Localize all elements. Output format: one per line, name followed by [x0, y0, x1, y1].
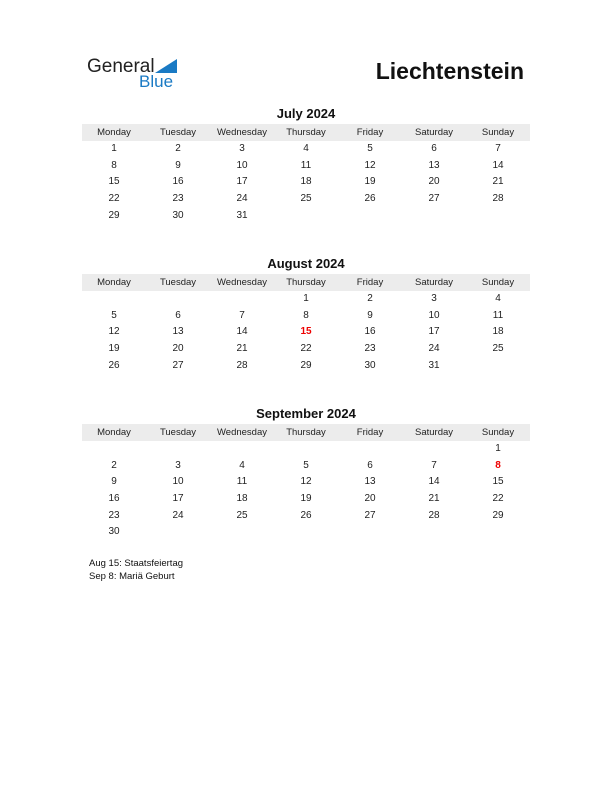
week-row [82, 191, 530, 208]
day-cell: 19 [364, 176, 376, 188]
day-cell: 1 [111, 143, 117, 154]
day-cell [466, 358, 530, 375]
month-title: August 2024 [267, 256, 345, 271]
weekday-label: Thursday [286, 427, 326, 438]
weekday-label: Saturday [414, 127, 454, 138]
weekday-label: Friday [356, 127, 384, 138]
day-cell: 22 [492, 493, 504, 505]
day-cell [146, 524, 210, 541]
day-cell: 21 [428, 493, 440, 505]
day-cell: 24 [236, 193, 248, 205]
day-cell: 10 [236, 159, 248, 171]
day-cell: 24 [172, 509, 184, 521]
day-cell: 3 [431, 293, 437, 304]
day-cell: 16 [172, 176, 184, 188]
day-cell: 29 [492, 509, 504, 521]
day-cell [466, 208, 530, 225]
day-cell: 31 [236, 209, 248, 221]
week-row [82, 524, 530, 541]
weekday-label: Tuesday [159, 427, 197, 438]
day-cell [274, 208, 338, 225]
week-row [82, 174, 530, 191]
day-cell: 15 [108, 176, 120, 188]
day-cell: 17 [428, 326, 440, 338]
weekday-label: Sunday [481, 127, 515, 138]
day-cell: 6 [431, 143, 437, 154]
holiday-day-cell: 15 [300, 326, 312, 338]
week-row [82, 508, 530, 525]
weekday-label: Tuesday [159, 277, 197, 288]
day-cell: 5 [303, 459, 309, 471]
day-cell: 1 [303, 293, 309, 304]
weekday-label: Monday [97, 127, 131, 138]
day-cell: 4 [303, 143, 309, 154]
day-cell: 8 [303, 309, 309, 321]
weekday-label: Saturday [414, 427, 454, 438]
day-cell: 28 [492, 193, 504, 205]
day-cell: 29 [300, 359, 312, 371]
day-cell [210, 291, 274, 308]
day-cell: 27 [172, 359, 184, 371]
day-cell: 16 [364, 326, 376, 338]
day-cell: 1 [495, 443, 501, 454]
day-cell: 10 [172, 476, 184, 488]
day-cell: 19 [300, 493, 312, 505]
day-cell: 26 [364, 193, 376, 205]
week-row [82, 491, 530, 508]
holiday-day-cell: 8 [495, 459, 501, 471]
day-cell: 7 [495, 143, 501, 154]
day-cell: 22 [300, 343, 312, 355]
day-cell [402, 524, 466, 541]
day-cell: 12 [300, 476, 312, 488]
weekday-label: Wednesday [217, 127, 267, 138]
weekday-label: Monday [97, 427, 131, 438]
weekday-label: Wednesday [217, 427, 267, 438]
day-cell: 20 [172, 343, 184, 355]
day-cell: 16 [108, 493, 120, 505]
day-cell: 28 [428, 509, 440, 521]
day-cell [402, 441, 466, 458]
holiday-note: Aug 15: Staatsfeiertag [89, 558, 184, 569]
day-cell [338, 441, 402, 458]
day-cell: 9 [367, 309, 373, 321]
weekday-label: Thursday [286, 127, 326, 138]
day-cell: 24 [428, 343, 440, 355]
day-cell: 19 [108, 343, 120, 355]
week-row [82, 358, 530, 375]
day-cell: 14 [492, 159, 504, 171]
day-cell [210, 441, 274, 458]
day-cell: 7 [431, 459, 437, 471]
weekday-label: Sunday [481, 277, 515, 288]
day-cell: 26 [108, 359, 120, 371]
day-cell: 20 [428, 176, 440, 188]
day-cell: 30 [108, 526, 120, 538]
logo-word-blue: Blue [139, 72, 174, 91]
month-title: July 2024 [276, 106, 336, 121]
day-cell: 5 [111, 309, 117, 321]
day-cell: 9 [111, 476, 117, 488]
day-cell: 25 [492, 343, 504, 355]
generalblue-logo [87, 56, 187, 92]
day-cell: 21 [236, 343, 248, 355]
day-cell: 4 [239, 459, 245, 471]
day-cell: 15 [492, 476, 504, 488]
day-cell: 17 [236, 176, 248, 188]
day-cell [466, 524, 530, 541]
day-cell [274, 524, 338, 541]
week-row [82, 208, 530, 225]
week-row [82, 441, 530, 458]
day-cell: 2 [111, 459, 117, 471]
day-cell [146, 291, 210, 308]
day-cell: 11 [492, 309, 504, 321]
day-cell: 29 [108, 209, 120, 221]
day-cell [274, 441, 338, 458]
day-cell: 27 [364, 509, 376, 521]
day-cell: 12 [108, 326, 120, 338]
day-cell: 14 [236, 326, 248, 338]
day-cell: 7 [239, 309, 245, 321]
weekday-label: Thursday [286, 277, 326, 288]
day-cell: 14 [428, 476, 440, 488]
day-cell: 31 [428, 359, 440, 371]
day-cell: 25 [236, 509, 248, 521]
week-row [82, 324, 530, 341]
day-cell: 27 [428, 193, 440, 205]
day-cell: 25 [300, 193, 312, 205]
day-cell: 12 [364, 159, 376, 171]
month-title: September 2024 [256, 406, 356, 421]
day-cell [82, 291, 146, 308]
day-cell: 13 [364, 476, 376, 488]
day-cell: 18 [492, 326, 504, 338]
week-row [82, 458, 530, 475]
day-cell: 18 [236, 493, 248, 505]
day-cell: 3 [175, 459, 181, 471]
week-row [82, 141, 530, 158]
day-cell: 10 [428, 309, 440, 321]
day-cell: 9 [175, 159, 181, 171]
day-cell: 23 [364, 343, 376, 355]
day-cell: 2 [175, 143, 181, 154]
month-july [82, 105, 530, 224]
weekday-label: Friday [356, 277, 384, 288]
week-row [82, 308, 530, 325]
weekday-label: Monday [97, 277, 131, 288]
day-cell [210, 524, 274, 541]
day-cell [338, 524, 402, 541]
day-cell: 30 [364, 359, 376, 371]
day-cell: 17 [172, 493, 184, 505]
day-cell: 4 [495, 293, 501, 304]
holiday-notes [89, 557, 183, 583]
weekday-label: Tuesday [159, 127, 197, 138]
day-cell [146, 441, 210, 458]
week-row [82, 474, 530, 491]
day-cell: 6 [367, 459, 373, 471]
day-cell: 22 [108, 193, 120, 205]
day-cell: 13 [428, 159, 440, 171]
weekday-header [82, 274, 530, 291]
day-cell: 2 [367, 293, 373, 304]
day-cell: 23 [172, 193, 184, 205]
day-cell: 28 [236, 359, 248, 371]
day-cell: 5 [367, 143, 373, 154]
weekday-label: Friday [356, 427, 384, 438]
weekday-label: Sunday [481, 427, 515, 438]
day-cell: 18 [300, 176, 312, 188]
country-title: Liechtenstein [375, 58, 524, 84]
day-cell: 13 [172, 326, 184, 338]
holiday-note: Sep 8: Mariä Geburt [89, 571, 175, 582]
week-row [82, 291, 530, 308]
day-cell: 23 [108, 509, 120, 521]
logo-word-general: General [87, 56, 155, 77]
day-cell: 8 [111, 159, 117, 171]
day-cell: 11 [300, 159, 312, 171]
weekday-label: Saturday [414, 277, 454, 288]
day-cell: 26 [300, 509, 312, 521]
week-row [82, 158, 530, 175]
weekday-header [82, 124, 530, 141]
day-cell: 21 [492, 176, 504, 188]
day-cell: 3 [239, 143, 245, 154]
day-cell: 30 [172, 209, 184, 221]
week-row [82, 341, 530, 358]
weekday-label: Wednesday [217, 277, 267, 288]
day-cell [82, 441, 146, 458]
day-cell: 11 [236, 476, 248, 488]
day-cell [402, 208, 466, 225]
weekday-header [82, 424, 530, 441]
logo-triangle-icon [155, 59, 177, 73]
day-cell: 20 [364, 493, 376, 505]
month-august [82, 255, 530, 374]
day-cell: 6 [175, 309, 181, 321]
month-september [82, 405, 530, 541]
day-cell [338, 208, 402, 225]
